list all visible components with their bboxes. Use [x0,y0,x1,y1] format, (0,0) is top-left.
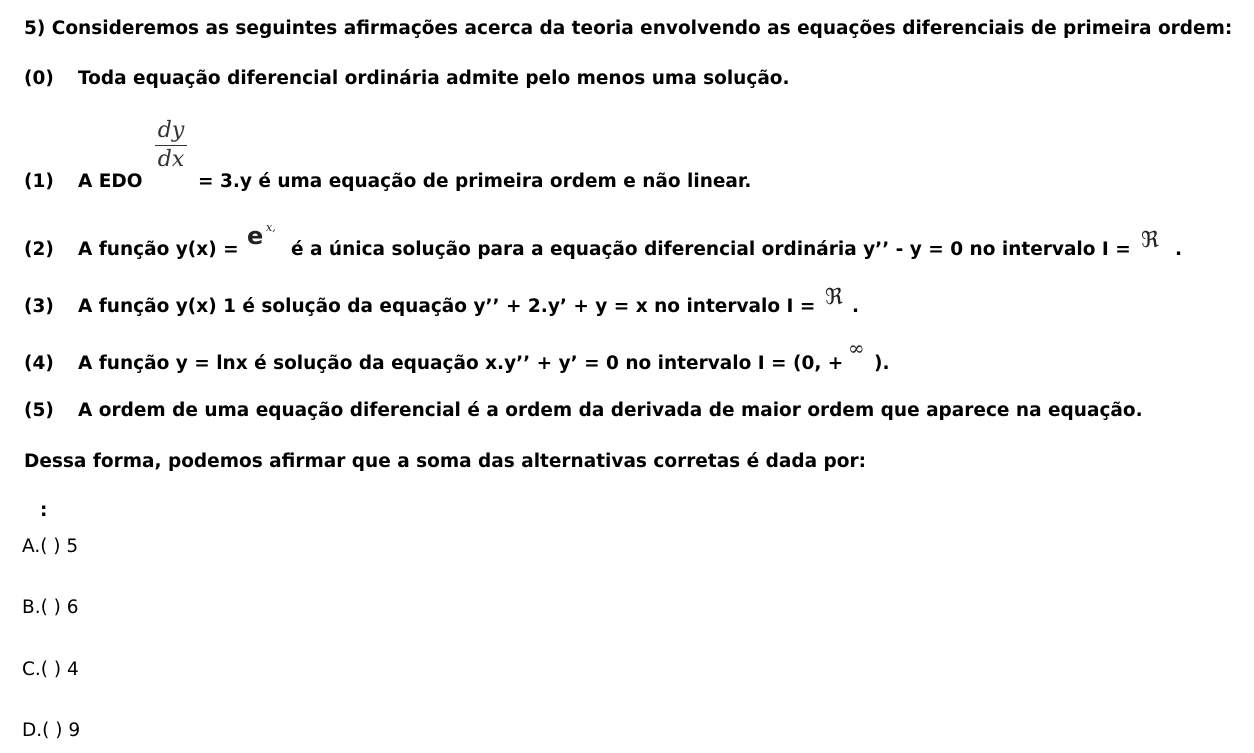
statement-number: (0) [24,68,54,89]
question-title: 5) Consideremos as seguintes afirmações acerca da teoria envolvendo as equações diferenciais de primeira ordem: [24,18,1233,39]
statement-1-post: = 3.y é uma equação de primeira ordem e não linear. [198,171,752,192]
reals-symbol: ℜ [1141,228,1159,253]
fraction-denominator: dx [157,147,185,172]
question-prompt: Dessa forma, podemos afirmar que a soma das alternativas corretas é dada por: [24,451,866,472]
statement-text-pre: A função y = lnx é solução da equação x.y’’ + y’ = 0 no intervalo I = (0, + [78,353,844,374]
option-c[interactable]: C.( ) 4 [22,659,79,680]
statement-1 [24,170,142,194]
statement-number: (1) [24,171,54,192]
statement-number: (4) [24,353,54,374]
statement-2 [24,238,239,262]
fraction-numerator: dy [157,118,185,143]
option-a[interactable]: A.( ) 5 [22,536,79,557]
statement-number: (5) [24,400,54,421]
statement-text-pre: A EDO [78,171,143,192]
statement-text-pre: A função y(x) = [78,239,239,260]
option-b[interactable]: B.( ) 6 [22,597,79,618]
statement-3 [24,295,815,319]
statement-5 [24,399,1143,423]
reals-symbol: ℜ [825,285,843,310]
statement-3-end: . [852,296,860,317]
statement-2-end: . [1175,239,1183,260]
fraction-bar [155,145,187,146]
statement-4-end: ). [874,353,890,374]
dy-dx-fraction [155,118,187,172]
statement-text: Toda equação diferencial ordinária admite pelo menos uma solução. [78,68,790,89]
exponential-superscript: x, [266,221,276,234]
statement-number: (2) [24,239,54,260]
exponential-base: e [247,222,264,250]
answer-colon: : [40,500,48,521]
infinity-symbol: ∞ [848,336,865,360]
statement-number: (3) [24,296,54,317]
statement-text: A ordem de uma equação diferencial é a ordem da derivada de maior ordem que aparece na equação. [78,400,1143,421]
statement-0 [24,67,790,91]
statement-2-post: é a única solução para a equação diferencial ordinária y’’ - y = 0 no intervalo I = [291,239,1131,260]
statement-text-pre: A função y(x) 1 é solução da equação y’’ + 2.y’ + y = x no intervalo I = [78,296,816,317]
statement-4 [24,352,843,376]
option-d[interactable]: D.( ) 9 [22,720,81,741]
